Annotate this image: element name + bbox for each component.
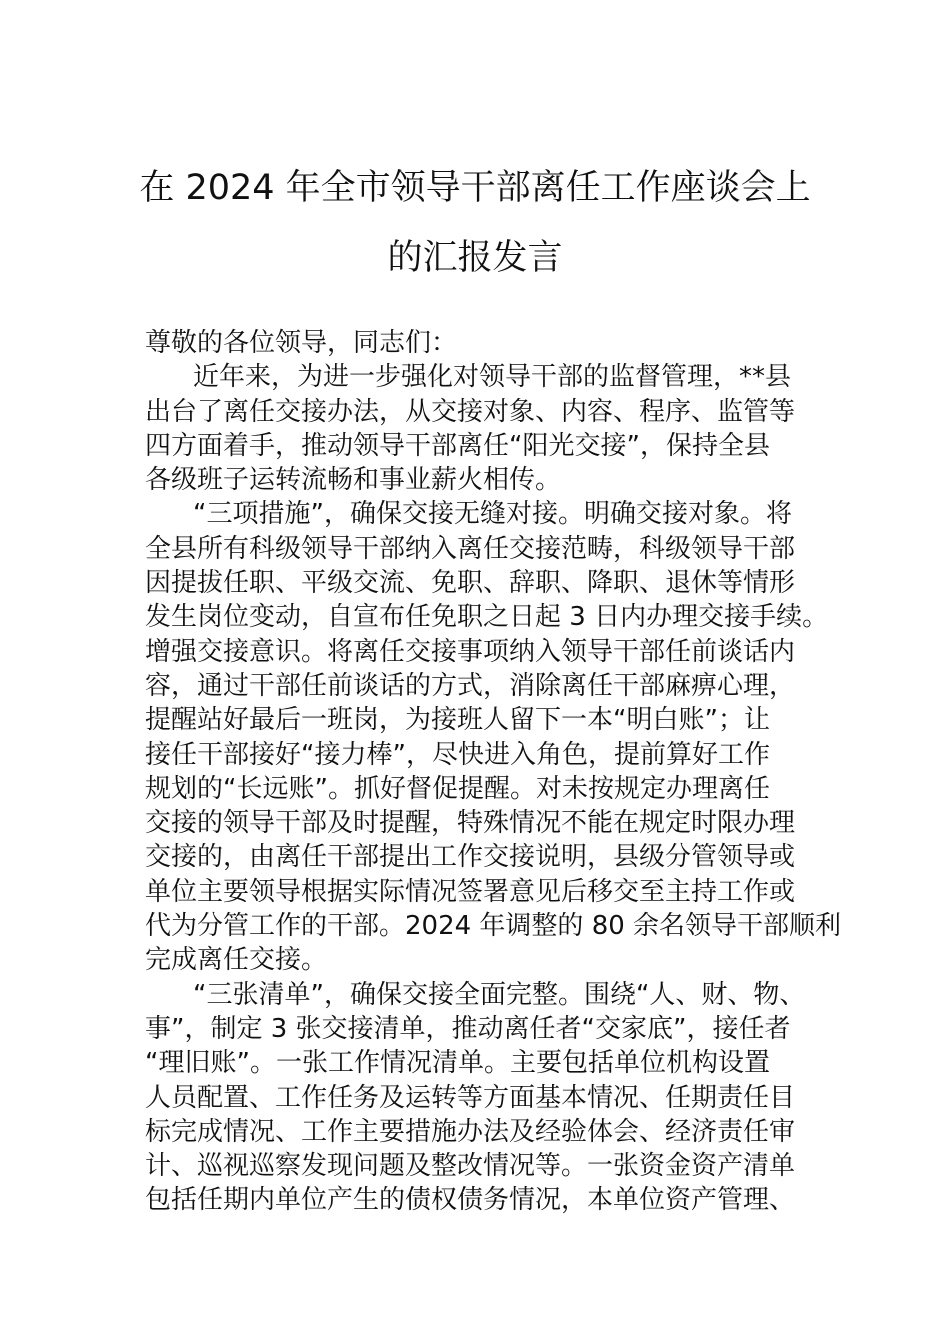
body-line: 各级班子运转流畅和事业薪火相传。 (145, 465, 562, 496)
body-line: 单位主要领导根据实际情况签署意见后移交至主持工作或 (145, 876, 796, 907)
body-line: “三张清单”，确保交接全面完整。围绕“人、财、物、 (193, 979, 806, 1010)
body-line: 接任干部接好“接力棒”，尽快进入角色，提前算好工作 (145, 739, 770, 770)
body-line: 规划的“长远账”。抓好督促提醒。对未按规定办理离任 (145, 773, 770, 804)
body-line: 人员配置、工作任务及运转等方面基本情况、任期责任目 (145, 1082, 796, 1113)
document-body (145, 326, 842, 1218)
document-title-line-1: 在 2024 年全市领导干部离任工作座谈会上 (139, 168, 811, 208)
body-line: 交接的领导干部及时提醒，特殊情况不能在规定时限办理 (145, 808, 796, 839)
body-line: 全县所有科级领导干部纳入离任交接范畴，科级领导干部 (145, 533, 796, 564)
body-line: 提醒站好最后一班岗，为接班人留下一本“明白账”；让 (145, 705, 770, 736)
body-line: 交接的，由离任干部提出工作交接说明，县级分管领导或 (145, 842, 796, 873)
body-line: 计、巡视巡察发现问题及整改情况等。一张资金资产清单 (145, 1151, 796, 1182)
body-line: 因提拔任职、平级交流、免职、辞职、降职、退休等情形 (145, 568, 796, 599)
body-line: 出台了离任交接办法，从交接对象、内容、程序、监管等 (145, 396, 796, 427)
body-line: “三项措施”，确保交接无缝对接。明确交接对象。将 (193, 499, 792, 530)
body-line: 包括任期内单位产生的债权债务情况，本单位资产管理、 (145, 1185, 796, 1216)
body-line: 事”，制定 3 张交接清单，推动离任者“交家底”，接任者 (145, 1013, 791, 1044)
body-line: “理旧账”。一张工作情况清单。主要包括单位机构设置 (145, 1048, 770, 1079)
document-title-line-2: 的汇报发言 (387, 238, 563, 278)
body-line: 近年来，为进一步强化对领导干部的监督管理，**县 (193, 362, 792, 393)
salutation-line: 尊敬的各位领导，同志们： (145, 328, 458, 358)
body-line: 标完成情况、工作主要措施办法及经验体会、经济责任审 (145, 1116, 796, 1147)
body-line: 发生岗位变动，自宣布任免职之日起 3 日内办理交接手续。 (145, 602, 829, 633)
body-line: 完成离任交接。 (145, 945, 328, 976)
body-line: 四方面着手，推动领导干部离任“阳光交接”，保持全县 (145, 430, 770, 461)
body-line: 代为分管工作的干部。2024 年调整的 80 余名领导干部顺利 (145, 911, 842, 942)
body-line: 增强交接意识。将离任交接事项纳入领导干部任前谈话内 (145, 636, 796, 667)
body-line: 容，通过干部任前谈话的方式，消除离任干部麻痹心理， (145, 670, 796, 701)
